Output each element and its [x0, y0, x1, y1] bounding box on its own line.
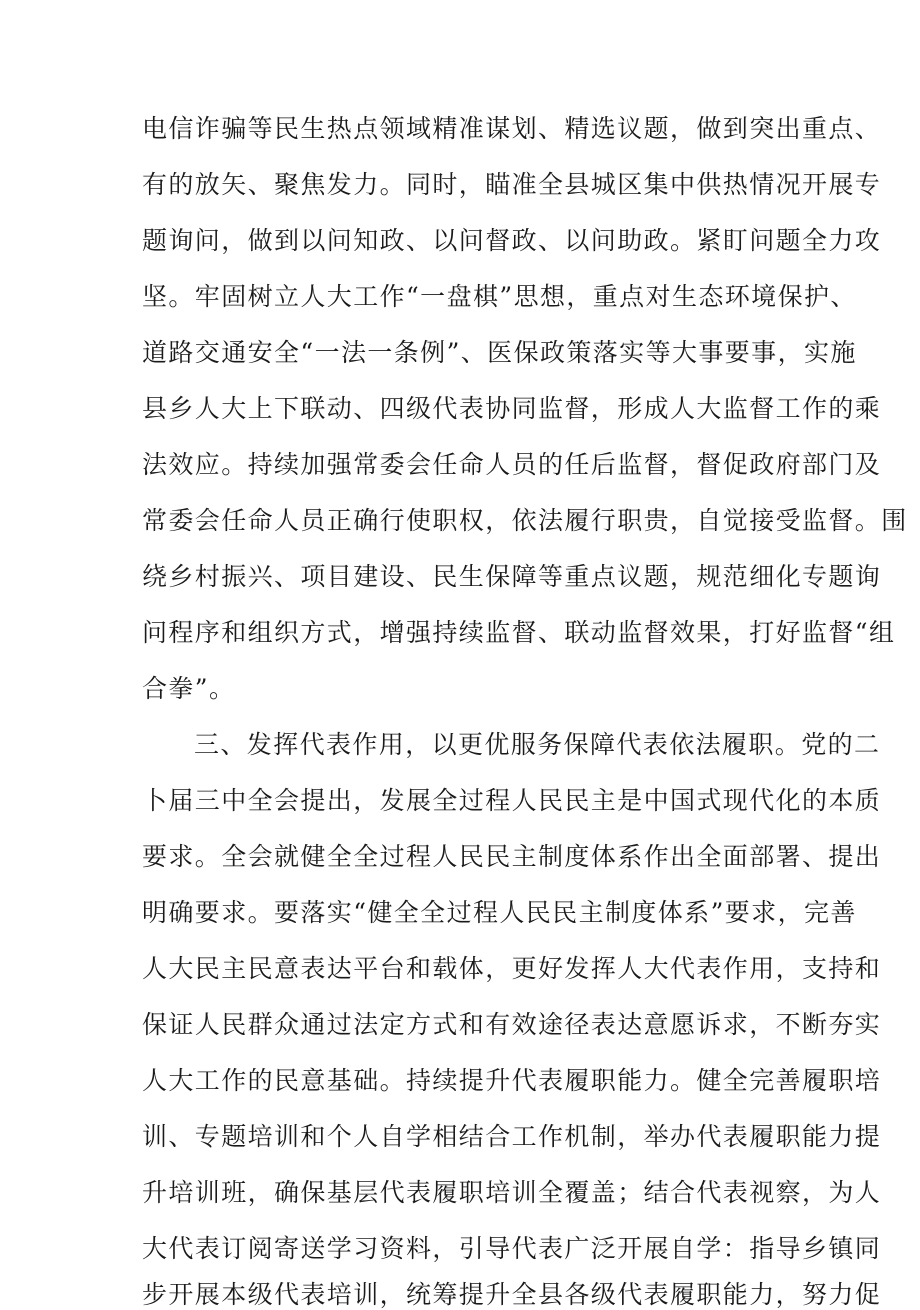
text-line: 训、专题培训和个人自学相结合工作机制，举办代表履职能力提	[142, 1122, 882, 1151]
text-line: 道路交通安全“一法一条例”、医保政策落实等大事要事，实施	[142, 338, 857, 367]
text-line: 要求。全会就健全全过程人民民主制度体系作出全面部署、提出	[142, 842, 882, 871]
text-line: 人大工作的民意基础。持续提升代表履职能力。健全完善履职培	[142, 1066, 882, 1095]
text-line: 法效应。持续加强常委会任命人员的任后监督，督促政府部门及	[142, 450, 882, 479]
text-line: 常委会任命人员正确行使职权，依法履行职贵，自觉接受监督。围	[142, 506, 908, 535]
text-line: 大代表订阅寄送学习资料，引导代表广泛开展自学：指导乡镇同	[142, 1234, 882, 1263]
text-line: 保证人民群众通过法定方式和有效途径表达意愿诉求，不断夯实	[142, 1010, 882, 1039]
text-line: 卜届三中全会提出，发展全过程人民民主是中国式现代化的本质	[142, 786, 882, 815]
text-line: 明确要求。要落实“健全全过程人民民主制度体系”要求，完善	[142, 898, 857, 927]
text-line: 升培训班，确保基层代表履职培训全覆盖；结合代表视察，为人	[142, 1178, 882, 1207]
text-line: 电信诈骗等民生热点领域精准谋划、精选议题，做到突出重点、	[142, 114, 882, 143]
section-heading-line: 三、发挥代表作用，以更优服务保障代表依法履职。党的二	[194, 730, 881, 759]
text-line: 绕乡村振兴、项目建设、民生保障等重点议题，规范细化专题询	[142, 562, 882, 591]
text-line: 合拳”。	[142, 674, 236, 703]
text-line: 县乡人大上下联动、四级代表协同监督，形成人大监督工作的乘	[142, 394, 882, 423]
text-line: 有的放矢、聚焦发力。同时，瞄准全县城区集中供热情况开展专	[142, 170, 882, 199]
text-line: 步开展本级代表培训，统筹提升全县各级代表履职能力，努力促	[142, 1280, 882, 1309]
text-line: 问程序和组织方式，增强持续监督、联动监督效果，打好监督“组	[142, 618, 896, 647]
text-line: 人大民主民意表达平台和载体，更好发挥人大代表作用，支持和	[142, 954, 882, 983]
text-line: 题询问，做到以问知政、以问督政、以问助政。紧盯问题全力攻	[142, 226, 882, 255]
text-line: 坚。牢固树立人大工作“一盘棋”思想，重点对生态环境保护、	[142, 282, 857, 311]
